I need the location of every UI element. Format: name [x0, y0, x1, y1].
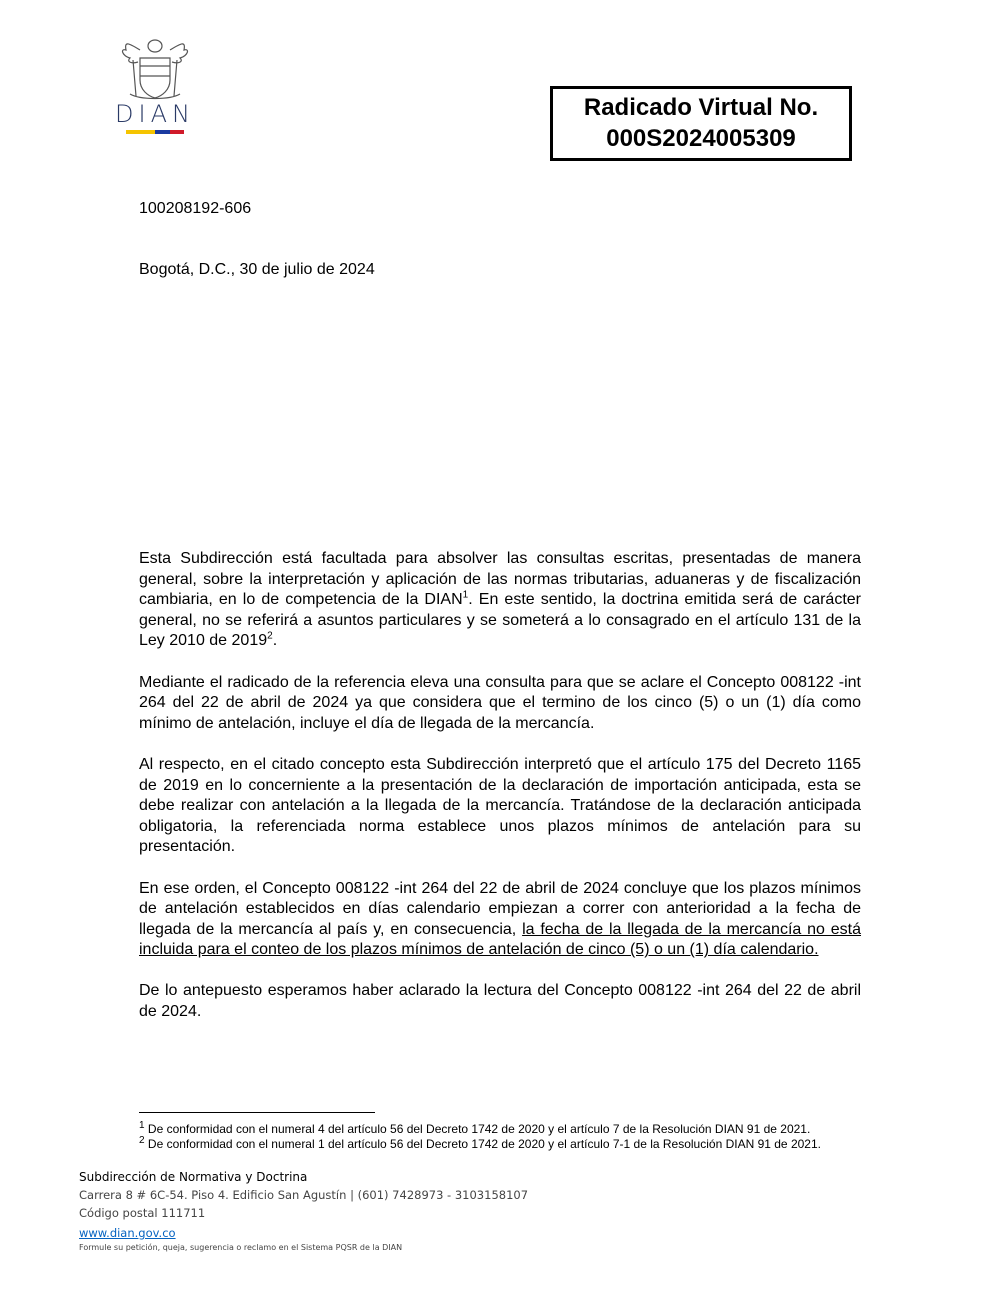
radicado-label: Radicado Virtual No. [583, 94, 819, 121]
page-footer [79, 1168, 779, 1254]
radicado-box [550, 86, 852, 161]
footnote-ref-1: 1 [462, 589, 469, 601]
paragraph-3: Al respecto, en el citado concepto esta Subdirección interpretó que el artículo 175 del Decreto 1165 de 2019 en lo concerniente a la presentación de la declaración de importación anticipada, esta se debe realizar con antelación a la llegada de la mercancía. Tratándose de la declaración anticipada obligatoria, la referenciada norma establece unos plazos mínimos de antelación para su presentación. [139, 755, 861, 856]
footnotes [139, 1122, 861, 1151]
footnote-separator [139, 1112, 375, 1113]
p1-text-b: . En este sentido, la doctrina emitida será de carácter general, no se referirá a asuntos particulares y se someterá a lo consagrado en el artículo 131 de la Ley 2010 de 2019 [139, 591, 861, 650]
footnote-2 [139, 1134, 861, 1152]
flag-blue [155, 130, 170, 134]
footer-website-link[interactable]: www.dian.gov.co [79, 1226, 176, 1240]
p1-text-a: Esta Subdirección está facultada para absolver las consultas escritas, presentadas de manera general, sobre la interpretación y aplicación de las normas tributarias, aduaneras y de fiscalización cambiaria, en lo de competencia de la DIAN [139, 550, 861, 609]
footnote-1 [139, 1122, 861, 1137]
footer-address: Carrera 8 # 6C-54. Piso 4. Edificio San Agustín | (601) 7428973 - 3103158107 [79, 1188, 529, 1202]
footnote-1-text: De conformidad con el numeral 4 del artículo 56 del Decreto 1742 de 2020 y el artículo 7 de la Resolución DIAN 91 de 2021. [144, 1122, 811, 1136]
flag-red [170, 130, 185, 134]
document-body [139, 549, 861, 1043]
footnote-2-text: De conformidad con el numeral 1 del artículo 56 del Decreto 1742 de 2020 y el artículo 7-1 de la Resolución DIAN 91 de 2021. [144, 1136, 821, 1151]
document-date: Bogotá, D.C., 30 de julio de 2024 [139, 261, 375, 278]
footer-office: Subdirección de Normativa y Doctrina [79, 1170, 308, 1184]
paragraph-5: De lo antepuesto esperamos haber aclarado la lectura del Concepto 008122 -int 264 del 22 de abril de 2024. [139, 982, 861, 1021]
radicado-number: 000S2024005309 [606, 125, 796, 152]
paragraph-4 [139, 879, 861, 961]
flag-yellow [126, 130, 155, 134]
flag-stripes [126, 130, 184, 134]
p4-underlined-text: la fecha de la llegada de la mercancía no está incluida para el conteo de los plazos mínimos de antelación de cinco (5) o un (1) día calendario. [139, 920, 862, 959]
reference-number: 100208192-606 [139, 200, 252, 217]
p4-text: En ese orden, el Concepto 008122 -int 264 del 22 de abril de 2024 concluye que los plazos mínimos de antelación establecidos en días calendario empiezan a correr con anterioridad a la fecha de llegada de la mercancía al país y, en consecuencia, [139, 879, 861, 938]
logo-text: DIAN [115, 100, 195, 128]
footnote-ref-2: 2 [267, 631, 273, 643]
coat-of-arms-icon [100, 36, 210, 100]
dian-logo [100, 36, 210, 140]
footer-pqsr: Formule su petición, queja, sugerencia o reclamo en el Sistema PQSR de la DIAN [79, 1243, 403, 1252]
footer-postal: Código postal 111711 [79, 1206, 206, 1220]
footnote-1-number: 1 [139, 1120, 145, 1131]
footnote-2-number: 2 [139, 1134, 145, 1146]
paragraph-2: Mediante el radicado de la referencia eleva una consulta para que se aclare el Concepto 008122 -int 264 del 22 de abril de 2024 ya que considera que el termino de los cinco (5) o un (1) día como mínimo de antelación, incluye el día de llegada de la mercancía. [139, 673, 861, 732]
p1-text-c: . [272, 632, 278, 650]
paragraph-1 [139, 549, 861, 652]
